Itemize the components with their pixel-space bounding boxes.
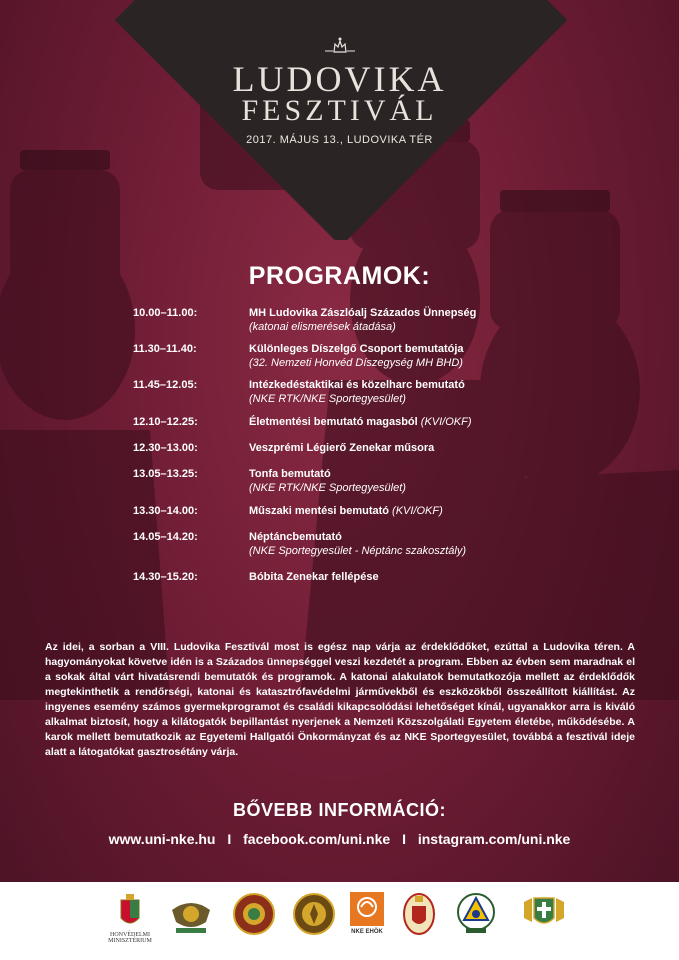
program-item — [133, 570, 573, 584]
program-time: 13.05–13.25: — [133, 468, 198, 480]
ehok-logo-icon — [350, 892, 384, 926]
program-time: 14.05–14.20: — [133, 531, 198, 543]
sponsor-logos-footer — [0, 882, 679, 960]
program-organizer: (katonai elismerések átadása) — [249, 321, 396, 333]
program-item — [133, 378, 573, 406]
coat-of-arms-icon — [115, 892, 145, 932]
program-item — [133, 530, 573, 558]
program-name: Veszprémi Légierő Zenekar műsora — [249, 442, 435, 454]
program-organizer: (KVI/OKF) — [420, 416, 472, 428]
more-info-links — [0, 831, 679, 847]
district-crest-icon — [518, 892, 570, 932]
disaster-management-icon — [456, 892, 496, 936]
program-item — [133, 306, 573, 334]
festival-title-line1: LUDOVIKA — [232, 59, 447, 99]
military-emblem-icon — [168, 892, 214, 938]
program-time: 11.45–12.05: — [133, 379, 198, 391]
program-organizer: (NKE RTK/NKE Sportegyesület) — [249, 482, 406, 494]
facebook-link[interactable]: facebook.com/uni.nke — [243, 831, 391, 847]
program-title: PROGRAMOK: — [248, 262, 431, 290]
program-time: 12.30–13.00: — [133, 442, 198, 454]
program-time: 14.30–15.20: — [133, 571, 198, 583]
program-item — [133, 415, 573, 429]
program-time: 11.30–11.40: — [133, 343, 197, 355]
program-name: Intézkedéstaktikai és közelharc bemutató — [249, 379, 465, 391]
program-time: 12.10–12.25: — [133, 416, 198, 428]
festival-title-line2: FESZTIVÁL — [241, 94, 438, 127]
program-name: Különleges Díszelgő Csoport bemutatója — [249, 343, 464, 355]
faculty-seal-icon — [292, 892, 336, 936]
crest-icon — [402, 892, 436, 936]
program-organizer: (KVI/OKF) — [392, 505, 443, 517]
program-item — [133, 504, 573, 518]
program-organizer: (32. Nemzeti Honvéd Díszegység MH BHD) — [249, 357, 463, 369]
link-separator: I — [227, 831, 232, 847]
program-name: Néptáncbemutató — [249, 531, 342, 543]
instagram-link[interactable]: instagram.com/uni.nke — [417, 831, 571, 847]
faculty-seal-icon — [232, 892, 276, 936]
program-name: Bóbita Zenekar fellépése — [249, 571, 379, 583]
program-name: MH Ludovika Zászlóalj Százados Ünnepség — [249, 307, 477, 319]
program-item — [133, 342, 573, 370]
festival-date-place: 2017. MÁJUS 13., LUDOVIKA TÉR — [246, 134, 433, 146]
program-item — [133, 441, 573, 455]
program-name: Életmentési bemutató magasból — [249, 416, 418, 428]
website-link[interactable]: www.uni-nke.hu — [108, 831, 216, 847]
ehok-caption: NKE EHÖK — [351, 929, 383, 935]
ministry-caption-line1: HONVÉDELMI — [110, 932, 150, 938]
program-organizer: (NKE Sportegyesület - Néptánc szakosztály) — [249, 545, 467, 557]
program-name: Műszaki mentési bemutató — [249, 505, 389, 517]
program-list — [133, 306, 573, 584]
program-item — [133, 467, 573, 495]
more-info-title: BŐVEBB INFORMÁCIÓ: — [233, 800, 446, 820]
program-organizer: (NKE RTK/NKE Sportegyesület) — [249, 393, 406, 405]
link-separator: I — [402, 831, 406, 847]
program-time: 13.30–14.00: — [133, 505, 198, 517]
festival-description: Az idei, a sorban a VIII. Ludovika Fesztivál most is egész nap várja az érdeklődőket, ezúttal a Ludovika téren. A hagyományokat követve idén is a Százados ünnepséggel veszi kezdetét a program. Ebben az évben sem maradnak el a sokak által várt hivatásrendi bemutatók és programok. A katonai alakulatok bemutatkozója mellett az érdeklődők megtekinthetik a rendőrségi, katonai és katasztrófavédelmi járművekből és eszközökből összeállított kiállítást. Az ingyenes esemény számos gyermekprogramot és családi kikapcsolódási lehetőséget kínál, ugyanakkor arra is kiváló alkalmat biztosít, hogy a kilátogatók bepillantást nyerjenek a Nemzeti Közszolgálati Egyetem életébe, működésébe. A karok mellett bemutatkozik az Egyetemi Hallgatói Önkormányzat és az NKE Sportegyesület, továbbá a fesztivál ideje alatt a látogatókat gasztrosétány várja. — [45, 641, 635, 758]
program-time: 10.00–11.00: — [133, 307, 198, 319]
crown-icon — [325, 36, 355, 56]
program-name: Tonfa bemutató — [249, 468, 331, 480]
ministry-caption-line2: MINISZTÉRIUM — [108, 938, 152, 944]
